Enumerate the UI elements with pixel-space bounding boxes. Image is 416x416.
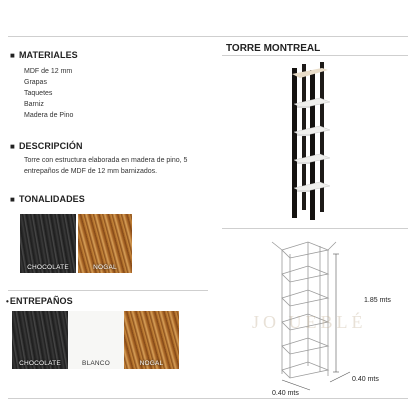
shelves-title: ENTREPAÑOS xyxy=(9,296,73,306)
materials-item: MDF de 12 mm xyxy=(24,68,73,75)
drawing-divider xyxy=(222,228,408,229)
materials-item: Taquetes xyxy=(24,90,53,97)
description-heading xyxy=(10,141,83,151)
tones-heading xyxy=(10,194,85,204)
materials-item: Barniz xyxy=(24,101,44,108)
shelf-swatch-label: NOGAL xyxy=(139,360,164,367)
width-dimension: 0.40 mts xyxy=(272,390,299,397)
shelves-heading xyxy=(6,296,73,306)
materials-heading xyxy=(10,50,78,60)
shelf-swatch-label: CHOCOLATE xyxy=(19,360,61,367)
bullet-icon: ■ xyxy=(10,142,15,151)
top-divider xyxy=(8,36,408,37)
tone-swatch-label: NOGAL xyxy=(93,264,117,271)
shelf-swatch-label: BLANCO xyxy=(82,360,110,367)
tone-swatch-chocolate xyxy=(20,214,76,273)
shelves-divider xyxy=(8,290,208,291)
tone-swatch-nogal xyxy=(78,214,132,273)
bullet-icon: ■ xyxy=(10,51,15,60)
depth-dimension: 0.40 mts xyxy=(352,376,379,383)
materials-title: MATERIALES xyxy=(18,50,78,60)
tone-swatch-label: CHOCOLATE xyxy=(27,264,69,271)
height-dimension: 1.85 mts xyxy=(364,297,391,304)
materials-item: Grapas xyxy=(24,79,47,86)
shelf-swatch-chocolate xyxy=(12,311,68,369)
description-text: Torre con estructura elaborada en madera de pino, 5 entrepaños de MDF de 12 mm barnizados. xyxy=(24,157,188,175)
product-title-underline xyxy=(222,55,408,56)
materials-list xyxy=(24,66,73,121)
description-title: DESCRIPCIÓN xyxy=(18,141,83,151)
watermark-text: JO UEBLÉ xyxy=(252,312,367,332)
bottom-divider xyxy=(8,398,408,399)
shelf-swatch-nogal xyxy=(124,311,179,369)
bullet-icon: ■ xyxy=(10,195,15,204)
tones-title: TONALIDADES xyxy=(18,194,85,204)
product-photo xyxy=(280,60,350,222)
shelf-swatch-blanco xyxy=(68,311,124,369)
bullet-icon: • xyxy=(6,297,9,306)
product-title: TORRE MONTREAL xyxy=(226,43,321,54)
materials-item: Madera de Pino xyxy=(24,112,74,119)
